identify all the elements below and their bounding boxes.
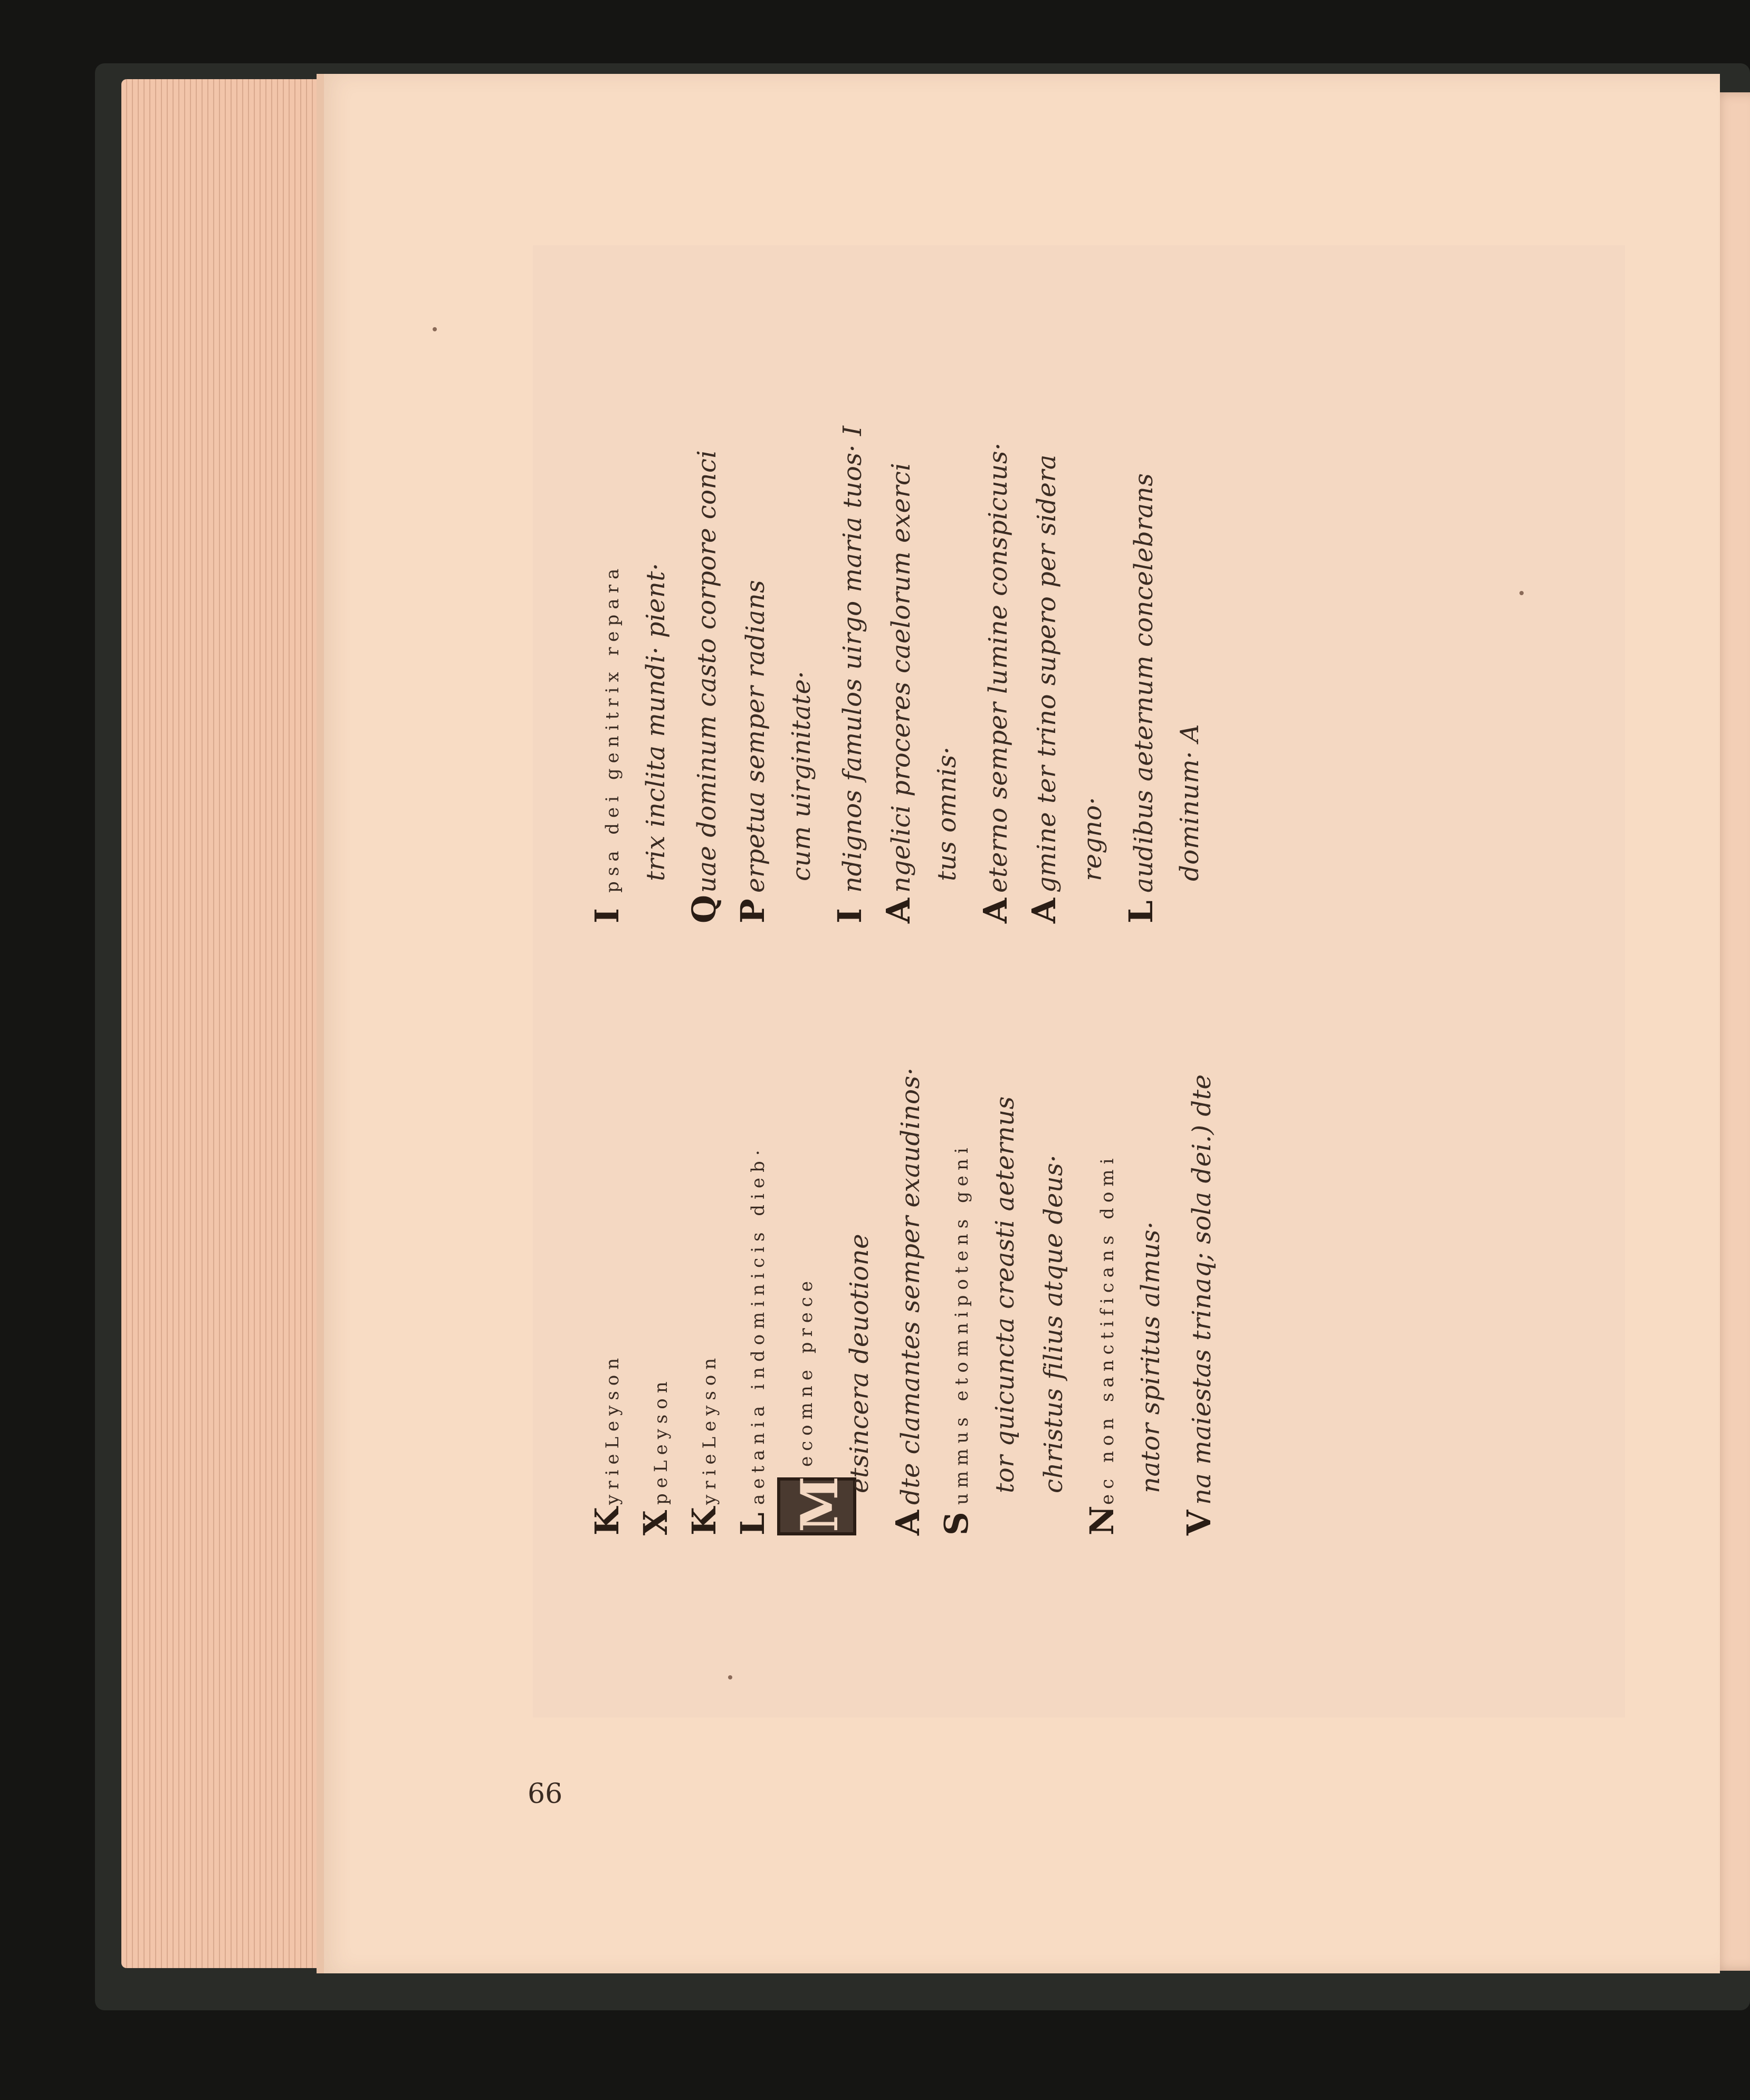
text-line bbox=[777, 944, 849, 1535]
text-line bbox=[680, 944, 729, 1535]
text-line bbox=[826, 343, 874, 923]
page-gutter bbox=[317, 74, 324, 1973]
paper-speck bbox=[728, 1675, 732, 1679]
line-text: uae dominum casto corpore conci bbox=[692, 450, 722, 893]
line-text: regno· bbox=[1078, 796, 1107, 881]
line-text: na maiestas trinaq; sola dei.) dte bbox=[1187, 1074, 1217, 1505]
text-line bbox=[729, 343, 777, 923]
line-text: etsincera deuotione bbox=[845, 1233, 874, 1493]
line-text: erpetua semper radians bbox=[741, 579, 770, 893]
initial-letter: S bbox=[937, 1506, 976, 1535]
text-line bbox=[1020, 343, 1068, 923]
initial-letter: A bbox=[888, 1510, 927, 1535]
text-line bbox=[1078, 944, 1126, 1535]
right-text-column bbox=[583, 343, 1214, 923]
line-text: eterno semper lumine conspicuus· bbox=[983, 442, 1013, 893]
line-text: gmine ter trino supero per sidera bbox=[1032, 454, 1062, 893]
initial-letter: L bbox=[1122, 900, 1160, 923]
text-line bbox=[874, 343, 923, 923]
line-text: aetania indominicis dieb· bbox=[748, 1144, 769, 1505]
line-text: ndignos famulos uirgo maria tuos· I bbox=[838, 425, 867, 893]
text-line bbox=[1175, 944, 1223, 1535]
initial-letter: K bbox=[588, 1502, 626, 1535]
text-line bbox=[632, 343, 680, 923]
decorated-initial: M bbox=[777, 1477, 856, 1535]
text-line bbox=[1068, 343, 1117, 923]
line-text: peLeyson bbox=[651, 1376, 672, 1505]
text-line bbox=[1165, 343, 1214, 923]
line-text: trix inclita mundi· pient· bbox=[641, 562, 671, 881]
text-line bbox=[777, 343, 826, 923]
initial-letter: Q bbox=[685, 894, 723, 923]
line-text: yrieLeyson bbox=[602, 1352, 623, 1505]
initial-letter: A bbox=[1025, 898, 1063, 923]
page-number: 66 bbox=[528, 1778, 563, 1810]
initial-letter: N bbox=[1083, 1500, 1121, 1535]
text-line bbox=[884, 944, 932, 1535]
line-text: dominum· A bbox=[1175, 723, 1204, 881]
initial-letter: A bbox=[879, 898, 917, 923]
line-text: ngelici proceres caelorum exerci bbox=[886, 462, 916, 893]
text-line bbox=[835, 944, 884, 1535]
text-line bbox=[923, 343, 971, 923]
text-line bbox=[632, 944, 680, 1535]
initial-letter: L bbox=[733, 1507, 772, 1535]
manuscript-plate bbox=[533, 245, 1625, 1717]
initial-letter: V bbox=[1180, 1510, 1218, 1535]
text-line bbox=[680, 343, 729, 923]
line-text: nator spiritus almus· bbox=[1136, 1221, 1165, 1493]
line-text: ummus etomnipotens geni bbox=[951, 1142, 972, 1505]
text-line bbox=[971, 343, 1020, 923]
text-line bbox=[981, 944, 1029, 1535]
line-text: psa dei genitrix repara bbox=[602, 563, 623, 893]
manuscript-text-rotated bbox=[562, 306, 1596, 1657]
text-line bbox=[1126, 944, 1175, 1535]
line-text: ec non sanctificans domi bbox=[1097, 1153, 1118, 1505]
line-text: tor quicuncta creasti aeternus bbox=[990, 1096, 1020, 1493]
line-text: tus omnis· bbox=[932, 746, 962, 881]
paper-speck bbox=[1519, 591, 1524, 595]
text-line bbox=[1029, 944, 1078, 1535]
text-line bbox=[583, 343, 632, 923]
page-edges bbox=[121, 79, 322, 1968]
line-text: audibus aeternum concelebrans bbox=[1129, 473, 1159, 893]
line-text: cum uirginitate· bbox=[787, 671, 816, 881]
text-line bbox=[932, 944, 981, 1535]
line-text: ecomne prece bbox=[796, 1275, 817, 1467]
initial-letter: I bbox=[588, 902, 626, 923]
paper-speck bbox=[433, 327, 437, 331]
initial-letter: I bbox=[830, 908, 869, 923]
initial-letter: X bbox=[636, 1504, 675, 1535]
line-text: christus filius atque deus· bbox=[1039, 1154, 1068, 1493]
initial-letter: P bbox=[733, 898, 772, 923]
text-line bbox=[729, 944, 777, 1535]
left-text-column bbox=[583, 944, 1223, 1535]
text-line bbox=[583, 944, 632, 1535]
line-text: yrieLeyson bbox=[699, 1352, 720, 1505]
initial-letter: A bbox=[976, 898, 1015, 923]
line-text: dte clamantes semper exaudinos· bbox=[896, 1067, 925, 1505]
initial-letter: K bbox=[685, 1502, 723, 1535]
text-line bbox=[1117, 343, 1165, 923]
